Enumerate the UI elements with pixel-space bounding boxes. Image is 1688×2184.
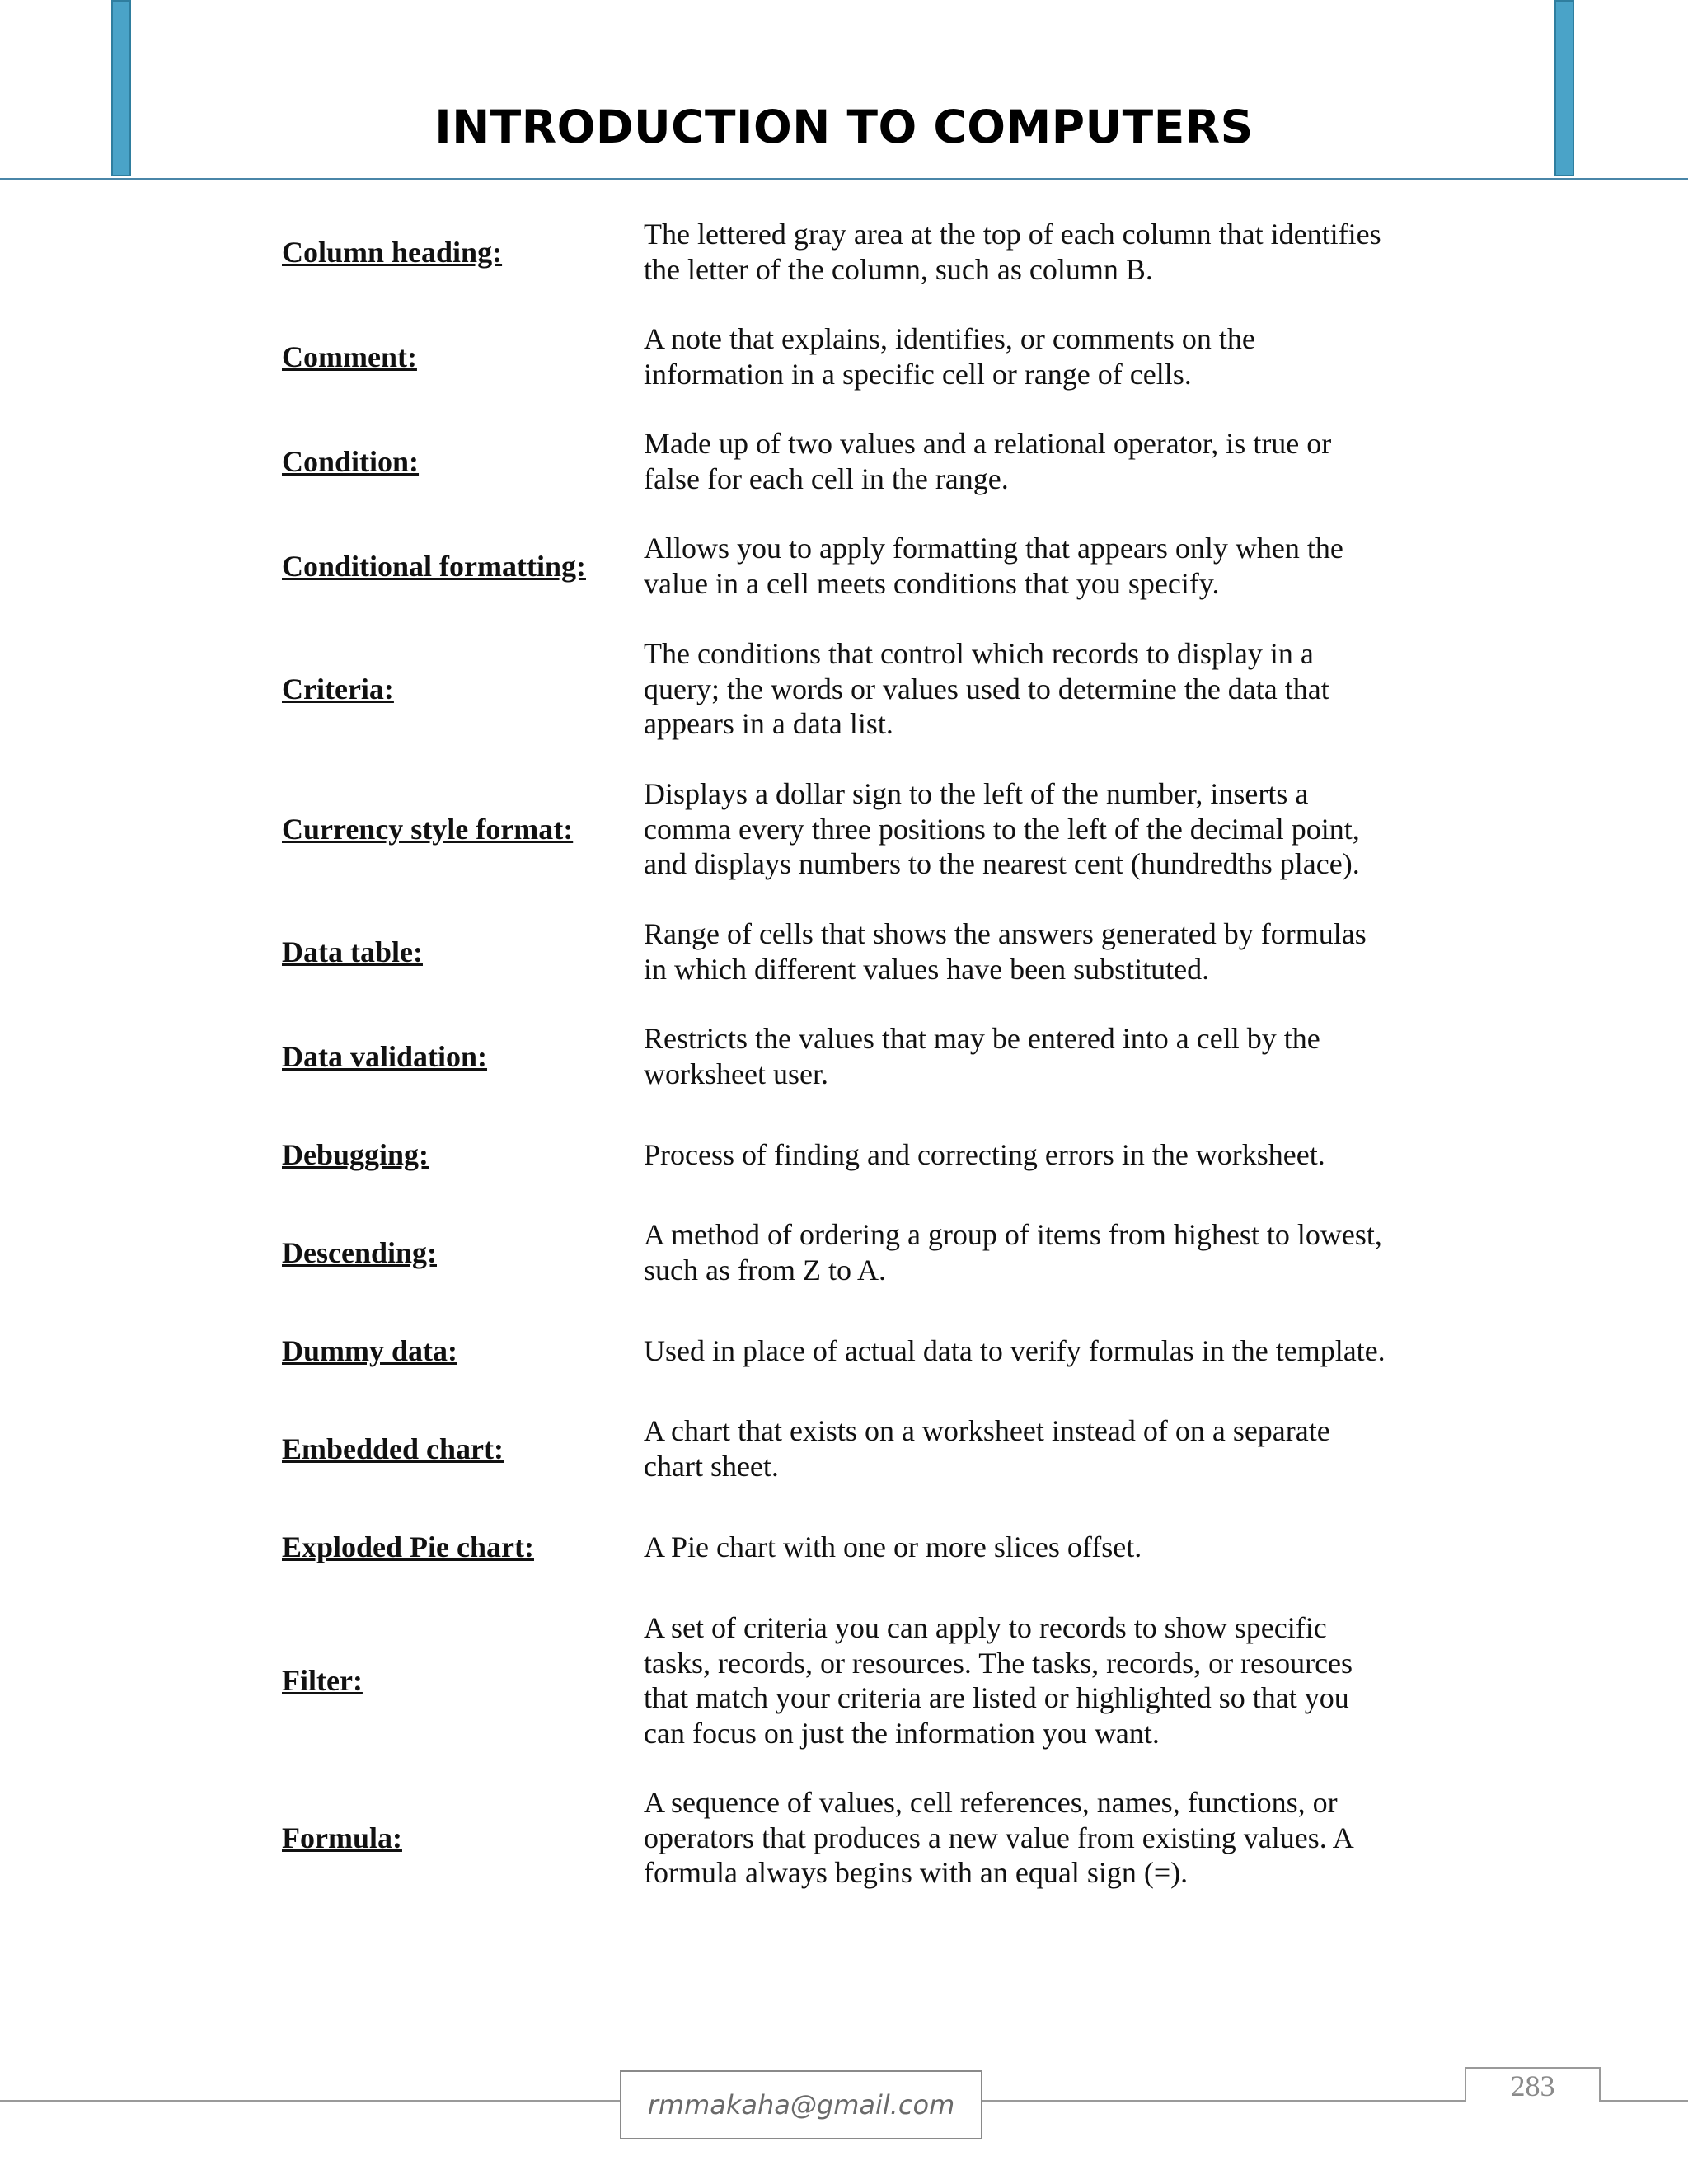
glossary-term: Currency style format: [282,813,574,846]
glossary-term: Embedded chart: [282,1432,504,1465]
glossary-definition: Range of cells that shows the answers generated by formulas in which different values have been substituted. [644,917,1367,986]
glossary-term: Comment: [282,340,417,373]
glossary-definition: A method of ordering a group of items from highest to lowest, such as from Z to A. [644,1218,1382,1286]
footer-divider-left [0,2100,620,2102]
glossary-definition: Allows you to apply formatting that appears only when the value in a cell meets conditions that you specify. [644,532,1343,600]
glossary-term: Conditional formatting: [282,550,586,583]
glossary-term: Data table: [282,935,423,968]
glossary-definition: Used in place of actual data to verify formulas in the template. [644,1334,1386,1367]
glossary-term: Dummy data: [282,1334,457,1367]
glossary-term: Formula: [282,1821,402,1854]
glossary-definition: Process of finding and correcting errors in the worksheet. [644,1138,1325,1171]
glossary-term: Criteria: [282,673,394,705]
footer-email: rmmakaha@gmail.com [620,2070,982,2139]
glossary-term: Debugging: [282,1138,429,1171]
glossary-definition: A note that explains, identifies, or comments on the information in a specific cell or range of cells. [644,322,1255,391]
glossary-term: Data validation: [282,1040,488,1073]
glossary-definition: Restricts the values that may be entered into a cell by the worksheet user. [644,1022,1320,1090]
glossary-definition: The lettered gray area at the top of each column that identifies the letter of the column, such as column B. [644,218,1381,286]
footer-divider-middle [982,2100,1465,2102]
glossary-definition: Displays a dollar sign to the left of the number, inserts a comma every three positions to the left of the decimal point, and displays numbers to the nearest cent (hundredths place). [644,777,1360,880]
glossary-term: Condition: [282,445,420,478]
glossary-term: Exploded Pie chart: [282,1530,534,1563]
glossary-term: Descending: [282,1236,437,1269]
glossary-definition: Made up of two values and a relational operator, is true or false for each cell in the range. [644,427,1332,495]
footer-divider-right [1601,2100,1688,2102]
glossary-definition: A chart that exists on a worksheet instead of on a separate chart sheet. [644,1414,1330,1483]
glossary-definition: The conditions that control which records to display in a query; the words or values used to determine the data that appears in a data list. [644,637,1329,740]
glossary-definition: A set of criteria you can apply to records to show specific tasks, records, or resources. The tasks, records, or resources that match your criteria are listed or highlighted so that you can focus on just the information you want. [644,1611,1353,1750]
glossary-definition: A sequence of values, cell references, names, functions, or operators that produces a new value from existing values. A formula always begins with an equal sign (=). [644,1786,1354,1889]
glossary-term: Column heading: [282,236,503,269]
page-title: INTRODUCTION TO COMPUTERS [434,101,1254,153]
page-number: 283 [1465,2067,1601,2102]
glossary-term: Filter: [282,1664,363,1697]
glossary-definition: A Pie chart with one or more slices offset. [644,1530,1142,1563]
